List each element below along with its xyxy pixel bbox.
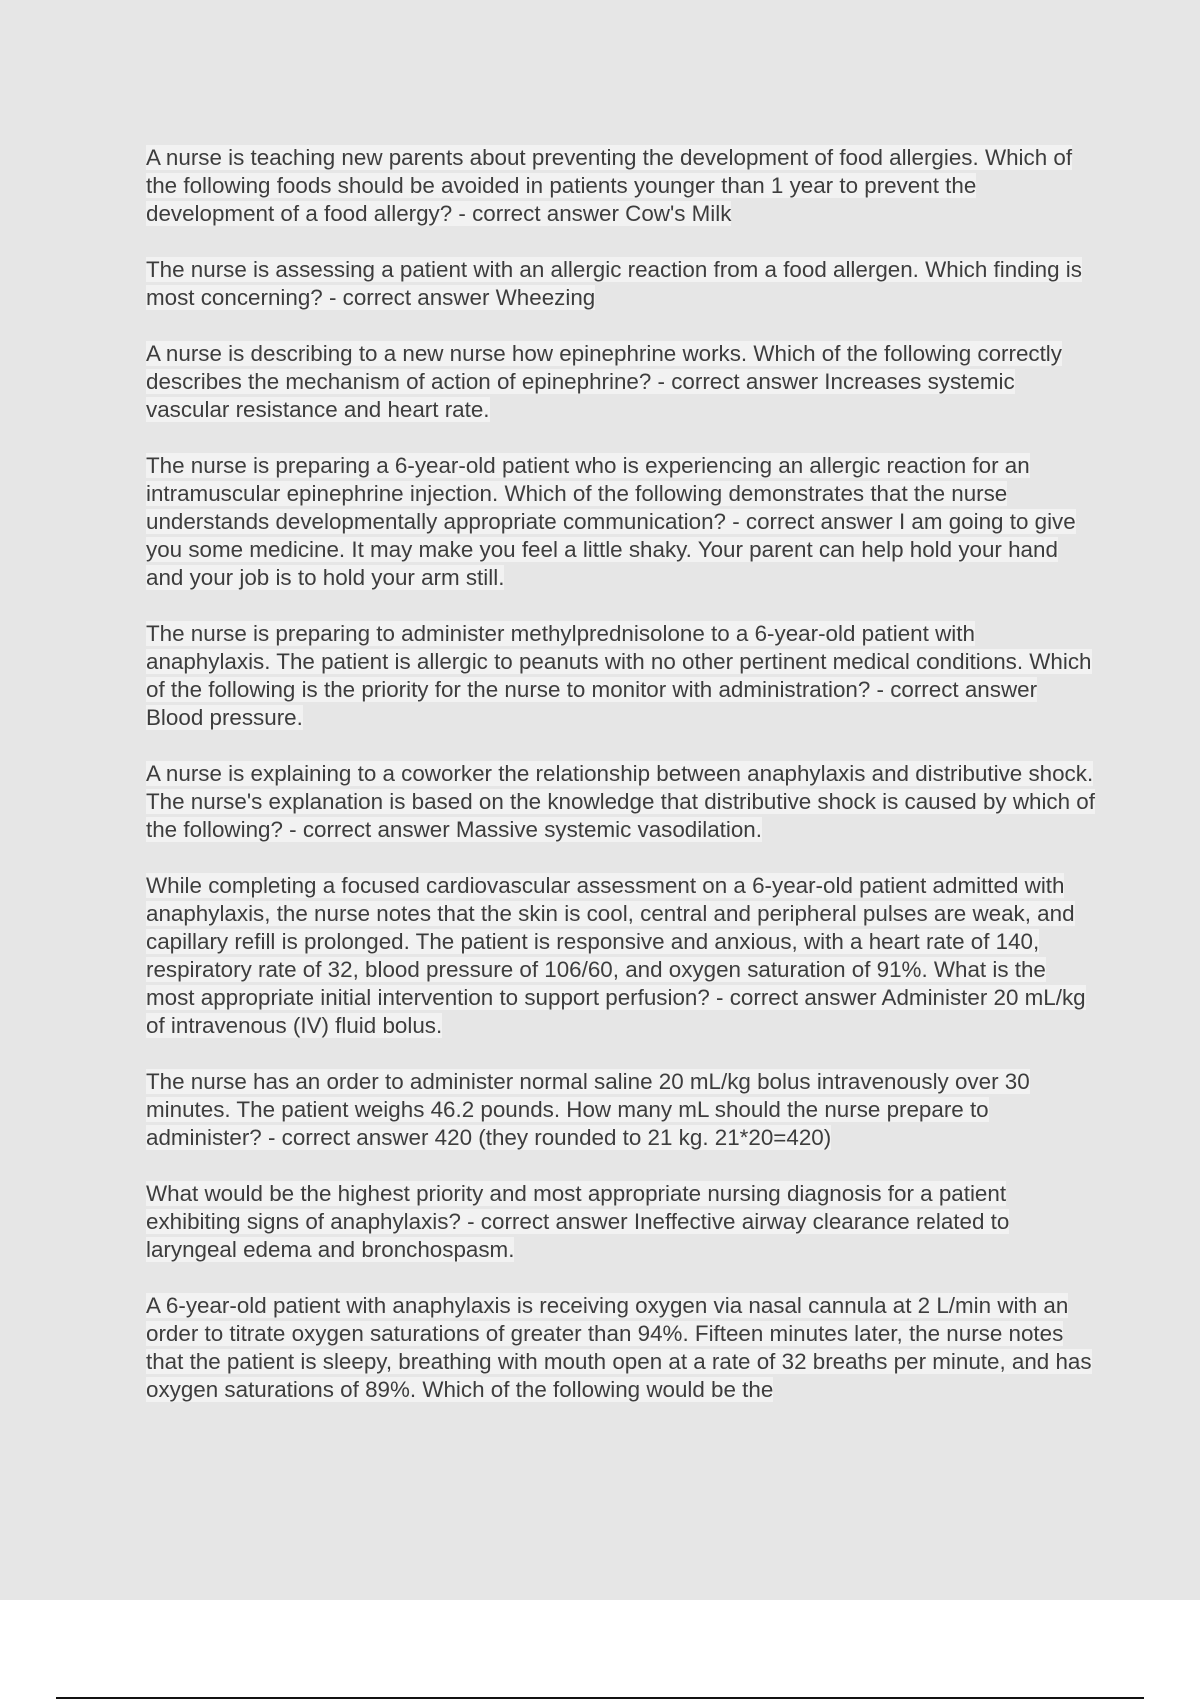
qa-text: A nurse is teaching new parents about preventing the development of food allergies. Which of the following foods should be avoided in patients younger than 1 year to prevent the development of a food allergy? - correct answer Cow's Milk (146, 145, 1073, 226)
qa-paragraph (146, 452, 1096, 592)
qa-paragraph (146, 1292, 1096, 1404)
qa-paragraph (146, 1180, 1096, 1264)
qa-text: A nurse is describing to a new nurse how epinephrine works. Which of the following correctly describes the mechanism of action of epinephrine? - correct answer Increases systemic vascular resistance and heart rate. (146, 341, 1062, 422)
qa-paragraph (146, 1068, 1096, 1152)
qa-text: A 6-year-old patient with anaphylaxis is receiving oxygen via nasal cannula at 2 L/min with an order to titrate oxygen saturations of greater than 94%. Fifteen minutes later, the nurse notes that the patient is sleepy, breathing with mouth open at a rate of 32 breaths per minute, and has oxygen saturations of 89%. Which of the following would be the (146, 1293, 1092, 1402)
qa-text: The nurse has an order to administer normal saline 20 mL/kg bolus intravenously over 30 minutes. The patient weighs 46.2 pounds. How many mL should the nurse prepare to administer? - correct answer 420 (they rounded to 21 kg. 21*20=420) (146, 1069, 1030, 1150)
qa-text: The nurse is preparing to administer methylprednisolone to a 6-year-old patient with anaphylaxis. The patient is allergic to peanuts with no other pertinent medical conditions. Which of the following is the priority for the nurse to monitor with administration? - correct answer Blood pressure. (146, 621, 1092, 730)
qa-text: While completing a focused cardiovascular assessment on a 6-year-old patient admitted with anaphylaxis, the nurse notes that the skin is cool, central and peripheral pulses are weak, and capillary refill is prolonged. The patient is responsive and anxious, with a heart rate of 140, respiratory rate of 32, blood pressure of 106/60, and oxygen saturation of 91%. What is the most appropriate initial intervention to support perfusion? - correct answer Administer 20 mL/kg of intravenous (IV) fluid bolus. (146, 873, 1086, 1038)
qa-paragraph (146, 872, 1096, 1040)
qa-text: What would be the highest priority and most appropriate nursing diagnosis for a patient exhibiting signs of anaphylaxis? - correct answer Ineffective airway clearance related to laryngeal edema and bronchospasm. (146, 1181, 1010, 1262)
qa-paragraph (146, 760, 1096, 844)
qa-text: A nurse is explaining to a coworker the relationship between anaphylaxis and distributive shock. The nurse's explanation is based on the knowledge that distributive shock is caused by which of the following? - correct answer Massive systemic vasodilation. (146, 761, 1095, 842)
qa-paragraph (146, 620, 1096, 732)
qa-text: The nurse is preparing a 6-year-old patient who is experiencing an allergic reaction for an intramuscular epinephrine injection. Which of the following demonstrates that the nurse understands developmentally appropriate communication? - correct answer I am going to give you some medicine. It may make you feel a little shaky. Your parent can help hold your hand and your job is to hold your arm still. (146, 453, 1076, 590)
qa-paragraph (146, 340, 1096, 424)
qa-paragraph (146, 256, 1096, 312)
footer-divider (56, 1697, 1144, 1699)
qa-text: The nurse is assessing a patient with an allergic reaction from a food allergen. Which finding is most concerning? - correct answer Wheezing (146, 257, 1082, 310)
question-answer-list (146, 144, 1096, 1432)
qa-paragraph (146, 144, 1096, 228)
